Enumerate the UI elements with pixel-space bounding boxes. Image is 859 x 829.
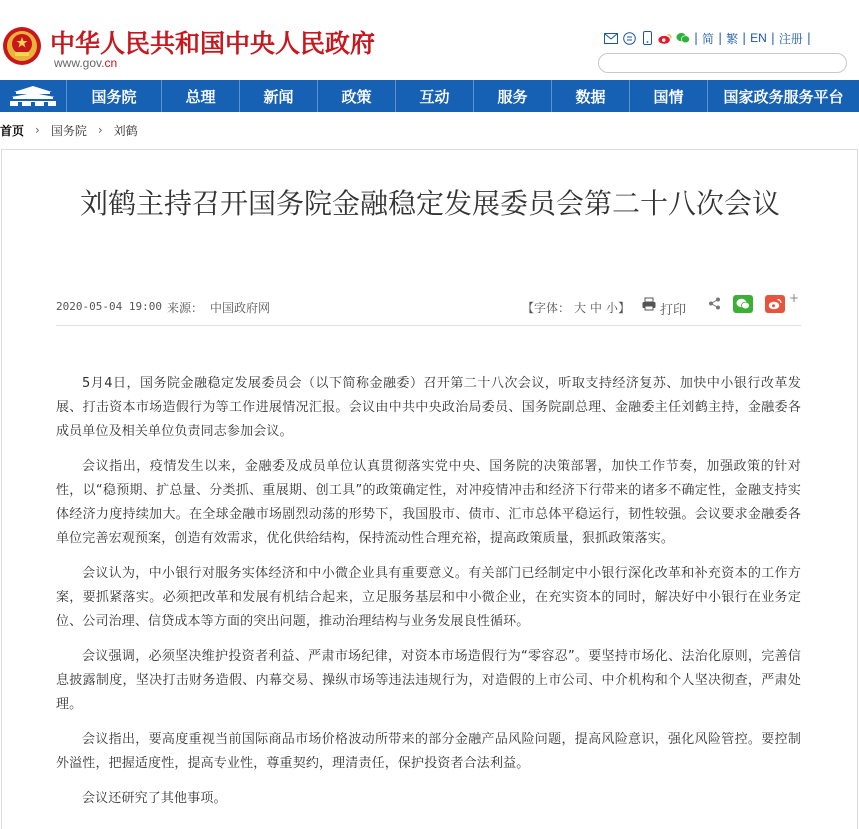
- nav-item-national-profile[interactable]: 国情: [630, 80, 708, 112]
- tool-separator: |: [718, 31, 723, 45]
- article-body: [56, 372, 801, 822]
- font-size-small[interactable]: 小: [606, 301, 619, 315]
- source-name: 中国政府网: [210, 301, 271, 315]
- lang-link-english[interactable]: EN: [750, 31, 767, 45]
- breadcrumb-liu-he[interactable]: 刘鹤: [113, 123, 138, 138]
- font-size-large[interactable]: 大: [574, 301, 587, 315]
- tool-separator: |: [694, 31, 699, 45]
- tool-separator: |: [742, 31, 747, 45]
- nav-item-interaction[interactable]: 互动: [396, 80, 474, 112]
- article-paragraph: 会议指出，要高度重视当前国际商品市场价格波动所带来的部分金融产品风险问题，提高风险意识，强化风险管控。要控制外溢性，把握适度性，提高专业性，尊重契约，理清责任，保护投资者合法利益。: [56, 732, 801, 771]
- nav-item-service[interactable]: 服务: [474, 80, 552, 112]
- article-title: 刘鹤主持召开国务院金融稳定发展委员会第二十八次会议: [79, 187, 780, 220]
- site-url-prefix: www.gov.: [54, 56, 105, 70]
- nav-item-state-council[interactable]: 国务院: [67, 80, 162, 112]
- printer-icon[interactable]: [642, 297, 656, 311]
- article-paragraph: 5月4日，国务院金融稳定发展委员会（以下简称金融委）召开第二十八次会议，听取支持经济复苏、加快中小银行改革发展、打击资本市场造假行为等工作进展情况汇报。会议由中共中央政治局委员、国务院副总理、金融委主任刘鹤主持，金融委各成员单位及相关单位负责同志参加会议。: [56, 376, 801, 439]
- register-link[interactable]: 注册: [778, 31, 803, 46]
- search-input[interactable]: [598, 53, 847, 73]
- lang-link-simplified[interactable]: 简: [702, 31, 715, 46]
- weibo-icon[interactable]: [658, 31, 672, 45]
- tiananmen-icon: [8, 85, 58, 107]
- main-nav: [0, 80, 859, 112]
- breadcrumb: [0, 122, 138, 138]
- rss-icon[interactable]: [622, 31, 636, 45]
- national-emblem-icon[interactable]: [2, 26, 42, 66]
- article-paragraph: 会议还研究了其他事项。: [82, 791, 227, 806]
- nav-item-premier[interactable]: 总理: [162, 80, 240, 112]
- chevron-right-icon: ›: [97, 123, 103, 137]
- tool-separator: |: [770, 31, 775, 45]
- lang-link-traditional[interactable]: 繁: [726, 31, 739, 46]
- nav-item-policy[interactable]: 政策: [318, 80, 396, 112]
- article-paragraph: 会议认为，中小银行对服务实体经济和中小微企业具有重要意义。有关部门已经制定中小银行深化改革和补充资本的工作方案，要抓紧落实。必须把改革和发展有机结合起来，立足服务基层和中小微企业，在充实资本的同时，解决好中小银行在业务定位、公司治理、信贷成本等方面的突出问题，推动治理结构与业务发展良性循环。: [56, 566, 801, 629]
- meta-divider: [56, 325, 801, 326]
- nav-item-gov-service-platform[interactable]: 国家政务服务平台: [723, 87, 844, 106]
- nav-home-logo[interactable]: [0, 80, 67, 112]
- breadcrumb-home[interactable]: 首页: [0, 123, 25, 138]
- share-more-icon[interactable]: +: [789, 291, 800, 305]
- nav-item-data[interactable]: 数据: [552, 80, 630, 112]
- share-wechat-icon[interactable]: [733, 295, 753, 313]
- share-icon[interactable]: [708, 297, 721, 314]
- wechat-icon[interactable]: [676, 31, 690, 45]
- font-size-medium[interactable]: 中: [590, 301, 603, 315]
- tool-separator: |: [806, 31, 811, 45]
- breadcrumb-state-council[interactable]: 国务院: [50, 123, 87, 138]
- site-url[interactable]: [54, 56, 117, 70]
- site-header: [0, 0, 859, 80]
- chevron-right-icon: ›: [35, 123, 40, 137]
- font-size-control: [522, 299, 630, 316]
- print-button[interactable]: 打印: [660, 303, 687, 318]
- share-weibo-icon[interactable]: [765, 295, 785, 313]
- source-label: 来源：: [167, 301, 204, 315]
- publish-date: 2020-05-04 19:00: [56, 300, 162, 313]
- article-meta: [56, 291, 801, 318]
- article-paragraph: 会议指出，疫情发生以来，金融委及成员单位认真贯彻落实党中央、国务院的决策部署，加快工作节奏，加强政策的针对性，以“稳预期、扩总量、分类抓、重展期、创工具”的政策确定性，对冲疫情冲击和经济下行带来的诸多不确定性，金融支持实体经济力度持续加大。在全球金融市场剧烈动荡的形势下，我国股市、债市、汇市总体平稳运行，韧性较强。会议要求金融委各单位完善宏观预案，创造有效需求，优化供给结构，保持流动性合理充裕，提高政策质量，狠抓政策落实。: [56, 459, 801, 546]
- font-size-close: 】: [618, 301, 631, 315]
- top-tools: [604, 30, 811, 46]
- font-size-label: 【字体：: [522, 301, 571, 315]
- mail-icon[interactable]: [604, 31, 618, 45]
- site-url-suffix: cn: [104, 56, 118, 70]
- article-paragraph: 会议强调，必须坚决维护投资者利益、严肃市场纪律，对资本市场造假行为“零容忍”。要坚持市场化、法治化原则，完善信息披露制度，坚决打击财务造假、内幕交易、操纵市场等违法违规行为，对造假的上市公司、中介机构和个人坚决彻查，严肃处理。: [56, 649, 801, 712]
- mobile-icon[interactable]: [640, 31, 654, 45]
- nav-item-news[interactable]: 新闻: [240, 80, 318, 112]
- site-title[interactable]: 中华人民共和国中央人民政府: [50, 29, 376, 58]
